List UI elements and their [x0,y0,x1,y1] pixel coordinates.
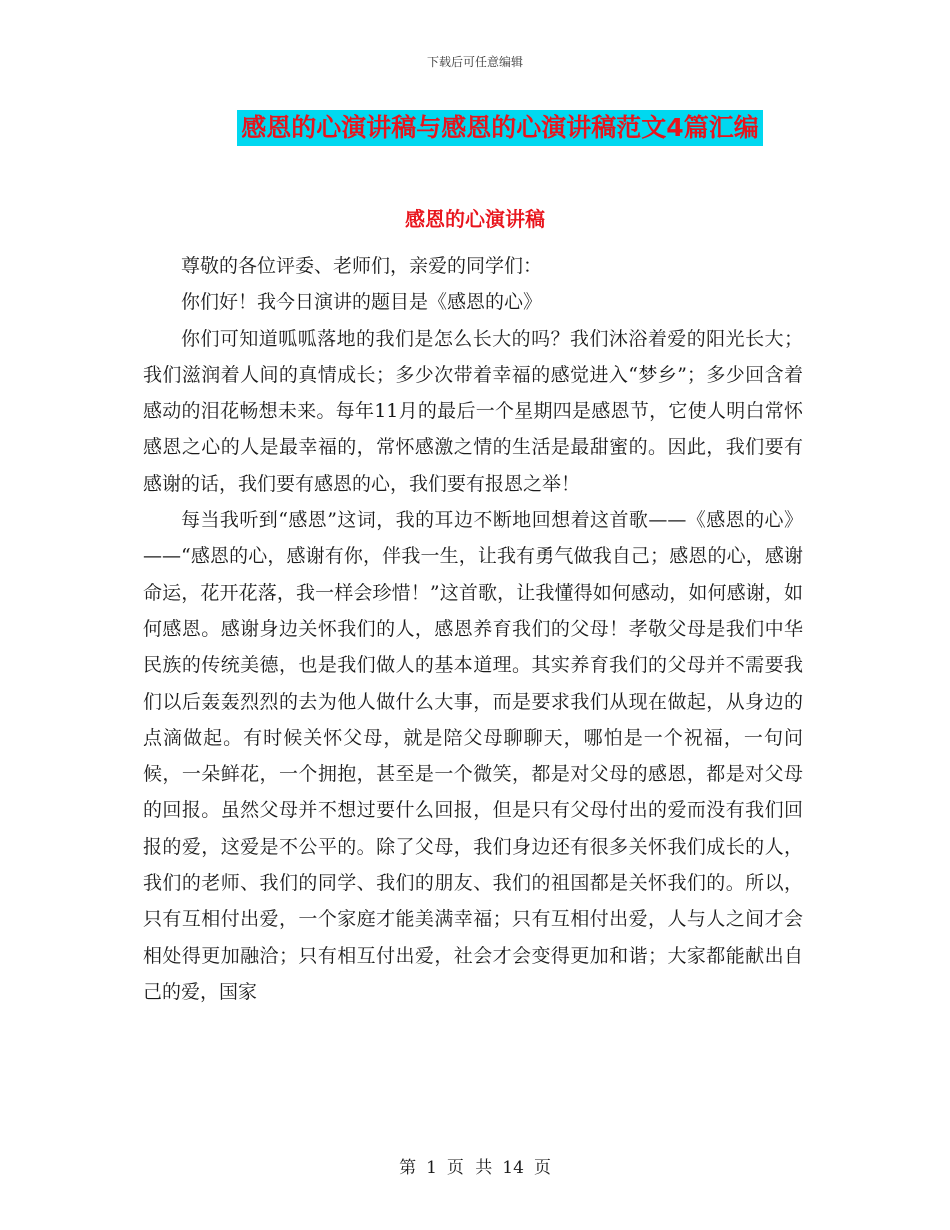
document-title-wrapper [0,110,950,146]
body-text [143,248,803,1010]
footer-total-pages: 14 [502,1158,524,1178]
footer-page-number: 1 [426,1158,437,1178]
paragraph-greeting: 尊敬的各位评委、老师们，亲爱的同学们： [181,255,543,277]
footer-prefix: 第 [399,1158,417,1178]
footer-middle: 页 共 [446,1158,493,1178]
footer-suffix: 页 [533,1158,551,1178]
paragraph-body-1: 你们可知道呱呱落地的我们是怎么长大的吗？我们沐浴着爱的阳光长大；我们滋润着人间的真情成长；多少次带着幸福的感觉进入“梦乡”；多少回含着感动的泪花畅想未来。每年11月的最后一个星期四是感恩节，它使人明白常怀感恩之心的人是最幸福的，常怀感激之情的生活是最甜蜜的。因此，我们要有感谢的话，我们要有感恩的心，我们要有报恩之举！ [143,327,803,495]
header-note: 下载后可任意编辑 [426,55,523,69]
document-title: 感恩的心演讲稿与感恩的心演讲稿范文4篇汇编 [237,110,762,146]
page-footer [0,1153,950,1178]
paragraph-intro: 你们好！我今日演讲的题目是《感恩的心》 [181,291,543,314]
section-title: 感恩的心演讲稿 [405,207,545,231]
paragraph-body-2: 每当我听到“感恩”这词，我的耳边不断地回想着这首歌——《感恩的心》——“感恩的心，感谢有你，伴我一生，让我有勇气做我自己；感恩的心，感谢命运，花开花落，我一样会珍惜！”这首歌，让我懂得如何感动，如何感谢，如何感恩。感谢身边关怀我们的人，感恩养育我们的父母！孝敬父母是我们中华民族的传统美德，也是我们做人的基本道理。其实养育我们的父母并不需要我们以后轰轰烈烈的去为他人做什么大事，而是要求我们从现在做起，从身边的点滴做起。有时候关怀父母，就是陪父母聊聊天，哪怕是一个祝福，一句问候，一朵鲜花，一个拥抱，甚至是一个微笑，都是对父母的感恩，都是对父母的回报。虽然父母并不想过要什么回报，但是只有父母付出的爱而没有我们回报的爱，这爱是不公平的。除了父母，我们身边还有很多关怀我们成长的人，我们的老师、我们的同学、我们的朋友、我们的祖国都是关怀我们的。所以，只有互相付出爱，一个家庭才能美满幸福；只有互相付出爱，人与人之间才会相处得更加融洽；只有相互付出爱，社会才会变得更加和谐；大家都能献出自己的爱，国家 [143,509,803,1003]
